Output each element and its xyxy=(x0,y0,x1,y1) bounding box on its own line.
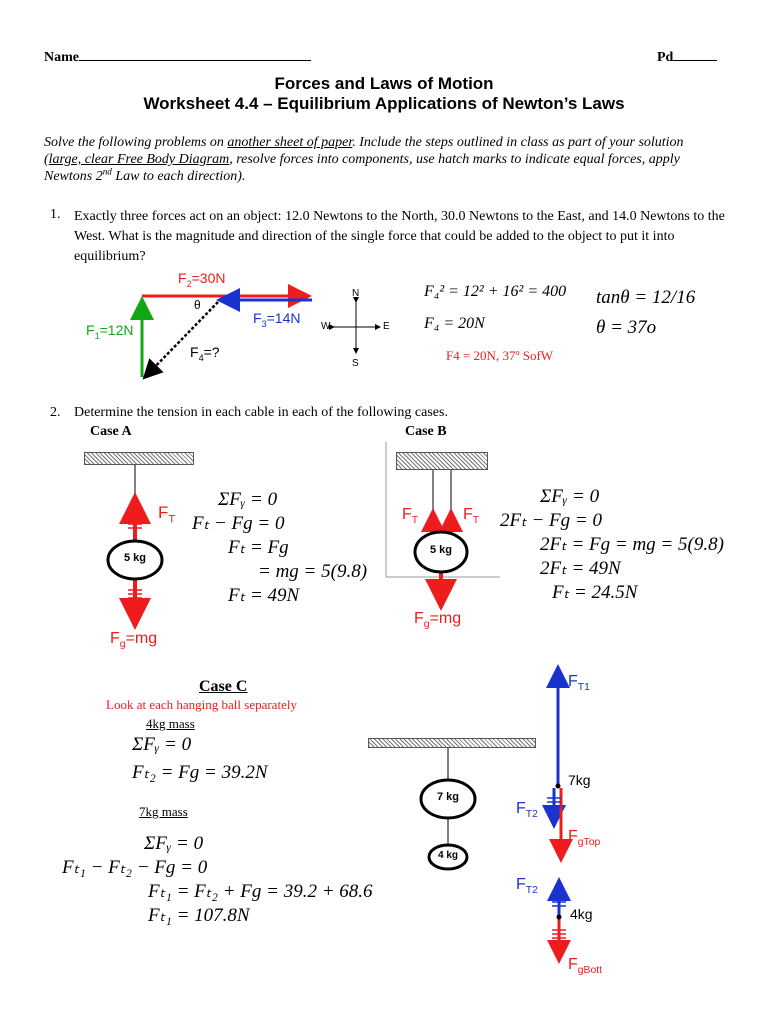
compass-n: N xyxy=(352,288,360,299)
f4-arrow xyxy=(146,302,218,376)
f1-label: $F_1=12N$ xyxy=(86,322,134,341)
caseB-eq5: Fₜ = 24.5N xyxy=(552,582,638,603)
caseA-mass-label: 5 kg xyxy=(123,552,146,564)
caseA-eq2: Fₜ − Fg = 0 xyxy=(192,513,285,534)
caseA-fg-label: $F_g=mg$ xyxy=(110,630,158,651)
pd-label: Pd xyxy=(657,50,674,65)
q2-text: Determine the tension in each cable in each of the following cases. xyxy=(74,405,448,420)
caseA-eq5: Fₜ = 49N xyxy=(228,585,300,606)
compass-w: W xyxy=(321,321,331,332)
caseC-4kg-eq2: Fₜ₂ = Fg = 39.2N xyxy=(132,762,268,783)
caseB-title: Case B xyxy=(405,424,447,439)
caseC-ball4-label: 4 kg xyxy=(437,850,458,861)
theta-label: θ xyxy=(194,298,201,312)
q1-number: 1. xyxy=(50,207,61,222)
fbd-ft1-label: $F_{T1}$ xyxy=(568,673,590,694)
fbd-4kg-point xyxy=(557,915,562,920)
q1-eq3: tanθ = 12/16 xyxy=(596,287,696,308)
compass-s: S xyxy=(352,358,359,369)
q1-eq4: θ = 37o xyxy=(596,317,657,338)
fbd-4kg-label: 4kg xyxy=(570,906,593,922)
caseC-7kg-equations xyxy=(62,832,392,928)
caseC-note: Look at each hanging ball separately xyxy=(106,697,297,712)
q1-answer: F4 = 20N, 37º SofW xyxy=(446,348,554,363)
caseB-ft-left-label: $F_T$ xyxy=(402,506,419,527)
instructions-text-4: Law to each direction). xyxy=(111,169,246,184)
fbd-7kg-point xyxy=(556,784,561,789)
caseC-4kg-equations xyxy=(132,733,352,785)
fbd-fgtop-label: $F_{gTop}$ xyxy=(568,828,601,849)
instructions-text-2: . Include the steps outlined in class as part of your solution ( xyxy=(44,135,684,167)
name-label: Name xyxy=(44,50,79,65)
f3-label: $F_3=14N$ xyxy=(253,310,301,329)
caseC-ball7-label: 7 kg xyxy=(436,791,459,803)
caseA-title: Case A xyxy=(90,424,132,439)
q2-number: 2. xyxy=(50,405,61,420)
caseC-4kg-heading: 4kg mass xyxy=(146,716,195,731)
caseA-ceiling xyxy=(84,452,194,465)
caseA-ft-label: $F_T$ xyxy=(158,503,176,526)
caseB-eq1: ΣFᵧ = 0 xyxy=(540,486,600,507)
fbd-7kg-label: 7kg xyxy=(568,772,591,788)
caseC-7kg-eq2: Fₜ₁ − Fₜ₂ − Fg = 0 xyxy=(62,857,208,878)
caseB-fg-label: $F_g=mg$ xyxy=(414,610,462,631)
caseB-eq3: 2Fₜ = Fg = mg = 5(9.8) xyxy=(540,534,724,555)
caseB-equations xyxy=(500,485,760,605)
caseC-4kg-eq1: ΣFᵧ = 0 xyxy=(132,734,192,755)
fbd-ft2-label: $F_{T2}$ xyxy=(516,800,538,821)
caseB-ft-right-label: $F_T$ xyxy=(463,506,480,527)
caseC-7kg-heading: 7kg mass xyxy=(139,804,188,819)
instructions-underline-1: another sheet of paper xyxy=(227,135,353,150)
caseC-7kg-eq4: Fₜ₁ = 107.8N xyxy=(148,905,250,926)
caseC-ceiling xyxy=(368,738,536,748)
caseB-mass-label: 5 kg xyxy=(429,544,452,556)
caseB-eq4: 2Fₜ = 49N xyxy=(540,558,621,579)
compass-e: E xyxy=(383,321,390,332)
fbd-fgbott-label: $F_{gBott}$ xyxy=(568,956,603,977)
instructions-sup: nd xyxy=(102,166,112,177)
caseC-7kg-eq3: Fₜ₁ = Fₜ₂ + Fg = 39.2 + 68.6 xyxy=(148,881,373,902)
caseC-title: Case C xyxy=(199,678,248,695)
f4-label: $F_4=$? xyxy=(190,344,220,363)
instructions-underline-2: large, clear Free Body Diagram xyxy=(48,152,230,167)
title-line1: Forces and Laws of Motion xyxy=(274,74,494,93)
instructions-text-3: , resolve forces into components, use hatch marks to indicate equal forces, apply Newtons 2 xyxy=(44,152,680,184)
f2-label: $F_2=30N$ xyxy=(178,270,226,289)
caseC-7kg-eq1: ΣFᵧ = 0 xyxy=(144,833,204,854)
instructions-text-1: Solve the following problems on xyxy=(44,135,228,150)
caseA-eq4: = mg = 5(9.8) xyxy=(258,561,368,582)
title-line2: Worksheet 4.4 – Equilibrium Applications of Newton’s Laws xyxy=(143,94,625,113)
q1-text: Exactly three forces act on an object: 12.0 Newtons to the North, 30.0 Newtons to the East, and 14.0 Newtons to the West. What is the magnitude and direction of the single force that could be added to the object to put it into equilibrium? xyxy=(74,209,725,264)
fbd-ft2b-label: $F_{T2}$ xyxy=(516,876,538,897)
caseB-eq2: 2Fₜ − Fg = 0 xyxy=(500,510,602,531)
q1-eq1: F₄² = 12² + 16² = 400 xyxy=(424,283,567,300)
caseA-eq1: ΣFᵧ = 0 xyxy=(218,489,278,510)
caseA-eq3: Fₜ = Fg xyxy=(228,537,289,558)
caseB-ceiling xyxy=(396,452,488,470)
caseA-equations xyxy=(192,488,382,608)
q1-eq2: F₄ = 20N xyxy=(424,315,485,332)
